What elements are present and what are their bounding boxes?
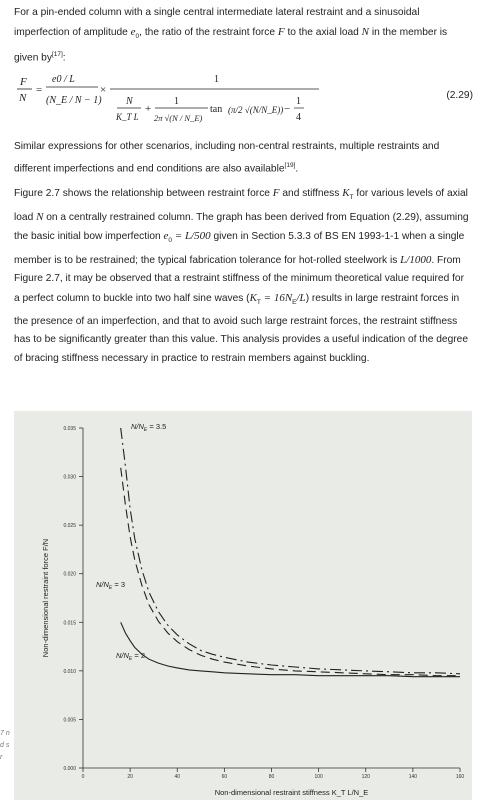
text-run: in the member is given by: [14, 26, 448, 64]
eq-plus: +: [145, 103, 152, 115]
eq-t1-den: K_T L: [116, 112, 139, 122]
x-axis-title: Non-dimensional restraint stiffness K_T L/N_E: [214, 788, 369, 797]
y-axis-title: Non-dimensional restraint force F/N: [41, 538, 50, 658]
reference-19[interactable]: [19]: [284, 161, 296, 169]
series-line-2: [121, 468, 460, 676]
eq-equals: =: [36, 84, 43, 96]
y-tick-label: 0.015: [63, 620, 76, 627]
reference-17[interactable]: [17]: [51, 51, 63, 59]
x-tick-label: 100: [314, 774, 323, 780]
eq-lhs-num: F: [20, 76, 27, 88]
paragraph-intro: [14, 4, 472, 68]
text-run: and stiffness: [279, 188, 343, 199]
x-tick-label: 40: [174, 774, 181, 780]
y-tick-label: 0.030: [63, 474, 76, 481]
stiffness-expr: K: [249, 292, 257, 305]
x-tick-label: 60: [221, 774, 228, 780]
x-tick-label: 120: [361, 774, 370, 780]
subscript: 0: [168, 237, 173, 245]
chart-svg: [14, 411, 472, 800]
series-label-3: $N/N_E = 2$: [116, 651, 145, 662]
y-tick-label: 0.005: [63, 717, 76, 724]
equation-number: (2.29): [446, 90, 473, 101]
symbol-e0: e: [163, 230, 169, 243]
subscript: 0: [135, 32, 140, 40]
text-run: :: [62, 52, 66, 64]
eq-minus: −: [284, 103, 291, 115]
text-run: for various levels of axial load: [14, 188, 468, 223]
symbol-f: F: [277, 25, 285, 38]
equation-2-29: [14, 68, 474, 136]
margin-note: 7 n d s r: [0, 730, 10, 761]
paragraph-similar-expressions: [14, 138, 472, 179]
x-tick-label: 0: [81, 774, 85, 780]
series-line-1: [121, 428, 460, 674]
eq-t2-den: 2π √(N / N_E): [154, 113, 203, 123]
symbol-n: N: [361, 25, 370, 38]
x-tick-label: 20: [127, 774, 133, 780]
text-run: on a centrally restrained column. The graph has been derived from Equation (2.29), assuming the basic initial bow imperfection: [14, 211, 469, 243]
eq-t2-num: 1: [174, 96, 179, 107]
text-run: For a pin-ended column with a single central intermediate lateral restraint and a sinusoidal imperfection of amplitude: [14, 7, 420, 38]
y-tick-label: 0.020: [63, 571, 76, 578]
text-run: .: [295, 162, 299, 174]
x-tick-label: 160: [455, 774, 465, 780]
imperfection-expr: = L/500: [172, 230, 211, 243]
series-line-3: [121, 622, 460, 676]
text-run: . From Figure 2.7, it may be observed that a restraint stiffness of the minimum theoretical value required for a perfect column to buckle into two half sine waves (: [14, 254, 464, 305]
symbol-e0: e: [130, 25, 136, 38]
stiffness-expr-end: /L: [296, 292, 306, 305]
eq-t4-den: 4: [296, 112, 301, 123]
symbol-k: K: [342, 187, 350, 199]
series-label-2: $N/N_E = 3$: [96, 580, 125, 591]
subscript: E: [292, 299, 297, 307]
eq-tan: tan: [210, 104, 223, 115]
eq-f1-num: e0 / L: [52, 74, 75, 85]
subscript: T: [256, 299, 261, 307]
eq-t4-num: 1: [296, 96, 301, 107]
text-run: Similar expressions for other scenarios, including non-central restraints, multiple restraints and different imperfections and end conditions are also available: [14, 141, 440, 174]
y-tick-label: 0.010: [63, 668, 76, 675]
eq-t1-num: N: [126, 96, 133, 107]
text-run: , the ratio of the restraint force: [139, 26, 278, 38]
eq-f2-num: 1: [214, 74, 219, 85]
eq-t3: (π/2 √(N/N_E)): [228, 105, 284, 115]
stiffness-expr-mid: = 16N: [260, 292, 293, 305]
text-run: given in Section 5.3.3 of BS EN 1993-1-1 when a single member is to be restrained; the typical fabrication tolerance for hot-rolled steelwork is: [14, 231, 465, 266]
y-tick-label: 0.035: [63, 426, 76, 432]
series-label-1: $N/N_E = 3.5$: [131, 422, 167, 433]
y-tick-label: 0.025: [63, 523, 76, 530]
eq-f1-den: (N_E / N − 1): [46, 95, 102, 106]
symbol-n: N: [36, 210, 44, 223]
text-run: ) results in large restraint forces in the presence of an imperfection, and that to avoid such large restraint forces, the restraint stiffness has to be significantly greater than this value. This analysis provides a useful indication of the degree of bracing stiffness necessary in practice to restrain members against buckling.: [14, 293, 468, 364]
subscript: T: [349, 194, 354, 202]
text-run: Figure 2.7 shows the relationship between restraint force: [14, 188, 273, 199]
figure-2-7-chart: [14, 411, 472, 800]
x-tick-label: 80: [268, 774, 275, 780]
paragraph-figure-discussion: [14, 184, 472, 368]
text-run: to the axial load: [284, 26, 362, 38]
eq-lhs-den: N: [19, 92, 27, 104]
x-tick-label: 140: [408, 774, 418, 780]
eq-times: ×: [100, 84, 107, 96]
y-tick-label: 0.000: [63, 766, 76, 772]
symbol-f: F: [272, 187, 280, 199]
tolerance-expr: L/1000: [400, 253, 432, 266]
